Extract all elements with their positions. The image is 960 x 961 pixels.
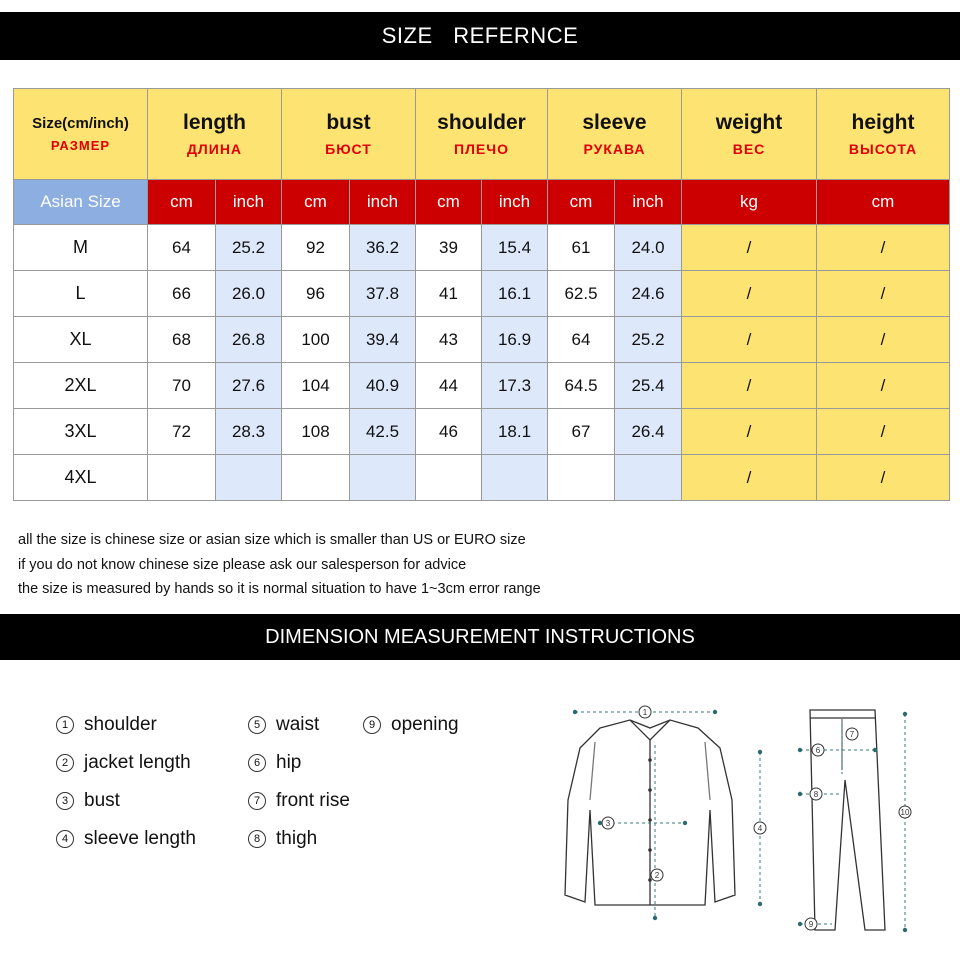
legend-item-opening: 9 opening (363, 714, 459, 736)
unit-cell: cm (416, 180, 482, 225)
marker-pants-8 (810, 788, 822, 800)
svg-text:1: 1 (642, 708, 648, 717)
measure-cell: 62.5 (548, 271, 615, 317)
dimension-instructions-title: DIMENSION MEASUREMENT INSTRUCTIONS (265, 625, 695, 648)
legend-item-shoulder: 1 shoulder (56, 714, 157, 736)
header-bust: bust БЮСТ (282, 89, 416, 180)
header-height: height ВЫСОТА (817, 89, 950, 180)
measure-cell: 26.0 (216, 271, 282, 317)
measure-cell: 64.5 (548, 363, 615, 409)
legend-item-thigh: 8 thigh (248, 828, 317, 850)
header-weight: weight ВЕС (682, 89, 817, 180)
measure-cell: 41 (416, 271, 482, 317)
size-cell: L (14, 271, 148, 317)
measure-cell: 17.3 (482, 363, 548, 409)
marker-shirt-3 (602, 817, 614, 829)
measure-cell: 108 (282, 409, 350, 455)
measure-cell: 27.6 (216, 363, 282, 409)
measure-cell: 92 (282, 225, 350, 271)
number-circle-icon: 6 (248, 754, 266, 772)
unit-row (14, 180, 950, 225)
unit-cell: inch (615, 180, 682, 225)
note-line: all the size is chinese size or asian size which is smaller than US or EURO size (18, 532, 526, 548)
legend-item-front-rise: 7 front rise (248, 790, 350, 812)
marker-pants-7 (846, 728, 858, 740)
size-table (13, 88, 950, 501)
number-circle-icon: 7 (248, 792, 266, 810)
size-cell: 3XL (14, 409, 148, 455)
measure-cell (350, 455, 416, 501)
header-sleeve: sleeve РУКАВА (548, 89, 682, 180)
marker-pants-10 (899, 806, 911, 818)
svg-text:6: 6 (815, 746, 821, 755)
measure-cell: 15.4 (482, 225, 548, 271)
number-circle-icon: 1 (56, 716, 74, 734)
measure-cell: 66 (148, 271, 216, 317)
measure-cell (548, 455, 615, 501)
table-row (14, 363, 950, 409)
marker-shirt-4 (754, 822, 766, 834)
number-circle-icon: 2 (56, 754, 74, 772)
header-size: Size(cm/inch) РАЗМЕР (14, 89, 148, 180)
measure-cell: 43 (416, 317, 482, 363)
dimension-instructions-banner (0, 614, 960, 660)
measure-cell: 37.8 (350, 271, 416, 317)
weight-cell: / (682, 317, 817, 363)
measure-cell: 72 (148, 409, 216, 455)
table-row (14, 409, 950, 455)
measure-cell (615, 455, 682, 501)
legend-item-sleeve-length: 4 sleeve length (56, 828, 196, 850)
measure-cell: 67 (548, 409, 615, 455)
size-notes (18, 528, 541, 602)
measure-cell (282, 455, 350, 501)
pants-outline (810, 710, 885, 930)
svg-text:4: 4 (757, 824, 763, 833)
measure-cell (216, 455, 282, 501)
measure-cell: 26.8 (216, 317, 282, 363)
measure-cell (148, 455, 216, 501)
legend-item-bust: 3 bust (56, 790, 120, 812)
unit-cell: cm (548, 180, 615, 225)
weight-cell: / (682, 455, 817, 501)
measure-cell: 68 (148, 317, 216, 363)
svg-text:2: 2 (654, 871, 660, 880)
table-row (14, 455, 950, 501)
svg-text:8: 8 (813, 790, 819, 799)
measure-cell: 16.1 (482, 271, 548, 317)
table-row (14, 317, 950, 363)
weight-cell: / (682, 409, 817, 455)
measure-cell: 64 (548, 317, 615, 363)
unit-cell: inch (216, 180, 282, 225)
height-cell: / (817, 363, 950, 409)
measure-cell: 24.0 (615, 225, 682, 271)
svg-text:9: 9 (808, 920, 814, 929)
unit-cell: cm (282, 180, 350, 225)
legend-item-waist: 5 waist (248, 714, 319, 736)
size-reference-banner (0, 12, 960, 60)
legend-item-jacket-length: 2 jacket length (56, 752, 191, 774)
marker-shirt-2 (651, 869, 663, 881)
table-row (14, 271, 950, 317)
measure-cell: 104 (282, 363, 350, 409)
number-circle-icon: 5 (248, 716, 266, 734)
number-circle-icon: 3 (56, 792, 74, 810)
measure-cell: 46 (416, 409, 482, 455)
height-cell: / (817, 317, 950, 363)
measure-cell: 26.4 (615, 409, 682, 455)
weight-cell: / (682, 225, 817, 271)
number-circle-icon: 8 (248, 830, 266, 848)
garment-measurement-diagram (520, 690, 940, 950)
measure-cell: 24.6 (615, 271, 682, 317)
measure-cell: 39.4 (350, 317, 416, 363)
marker-pants-6 (812, 744, 824, 756)
measure-cell: 18.1 (482, 409, 548, 455)
size-cell: 2XL (14, 363, 148, 409)
measure-cell: 40.9 (350, 363, 416, 409)
header-length: length ДЛИНА (148, 89, 282, 180)
note-line: the size is measured by hands so it is normal situation to have 1~3cm error range (18, 581, 541, 597)
weight-cell: / (682, 363, 817, 409)
height-cell: / (817, 409, 950, 455)
measure-cell (482, 455, 548, 501)
measure-cell: 64 (148, 225, 216, 271)
size-cell: M (14, 225, 148, 271)
table-row (14, 225, 950, 271)
measure-cell: 36.2 (350, 225, 416, 271)
unit-cell: kg (682, 180, 817, 225)
measure-cell: 61 (548, 225, 615, 271)
header-row (14, 89, 950, 180)
legend-item-hip: 6 hip (248, 752, 301, 774)
asian-size-label: Asian Size (14, 180, 148, 225)
measure-cell: 16.9 (482, 317, 548, 363)
size-cell: 4XL (14, 455, 148, 501)
height-cell: / (817, 225, 950, 271)
size-cell: XL (14, 317, 148, 363)
measure-cell: 100 (282, 317, 350, 363)
marker-shirt-1 (639, 706, 651, 718)
height-cell: / (817, 271, 950, 317)
measure-cell: 25.2 (615, 317, 682, 363)
unit-cell: cm (148, 180, 216, 225)
measure-cell: 44 (416, 363, 482, 409)
measure-cell (416, 455, 482, 501)
number-circle-icon: 4 (56, 830, 74, 848)
measure-cell: 25.2 (216, 225, 282, 271)
note-line: if you do not know chinese size please ask our salesperson for advice (18, 556, 467, 573)
marker-pants-9 (805, 918, 817, 930)
header-shoulder: shoulder ПЛЕЧО (416, 89, 548, 180)
svg-text:3: 3 (605, 819, 611, 828)
measure-cell: 70 (148, 363, 216, 409)
svg-text:10: 10 (900, 808, 910, 817)
height-cell: / (817, 455, 950, 501)
measure-cell: 39 (416, 225, 482, 271)
measure-cell: 42.5 (350, 409, 416, 455)
svg-text:7: 7 (849, 730, 855, 739)
measure-cell: 25.4 (615, 363, 682, 409)
measure-cell: 28.3 (216, 409, 282, 455)
unit-cell: cm (817, 180, 950, 225)
unit-cell: inch (350, 180, 416, 225)
unit-cell: inch (482, 180, 548, 225)
measure-cell: 96 (282, 271, 350, 317)
size-reference-title: SIZE REFERNCE (381, 23, 579, 48)
weight-cell: / (682, 271, 817, 317)
number-circle-icon: 9 (363, 716, 381, 734)
